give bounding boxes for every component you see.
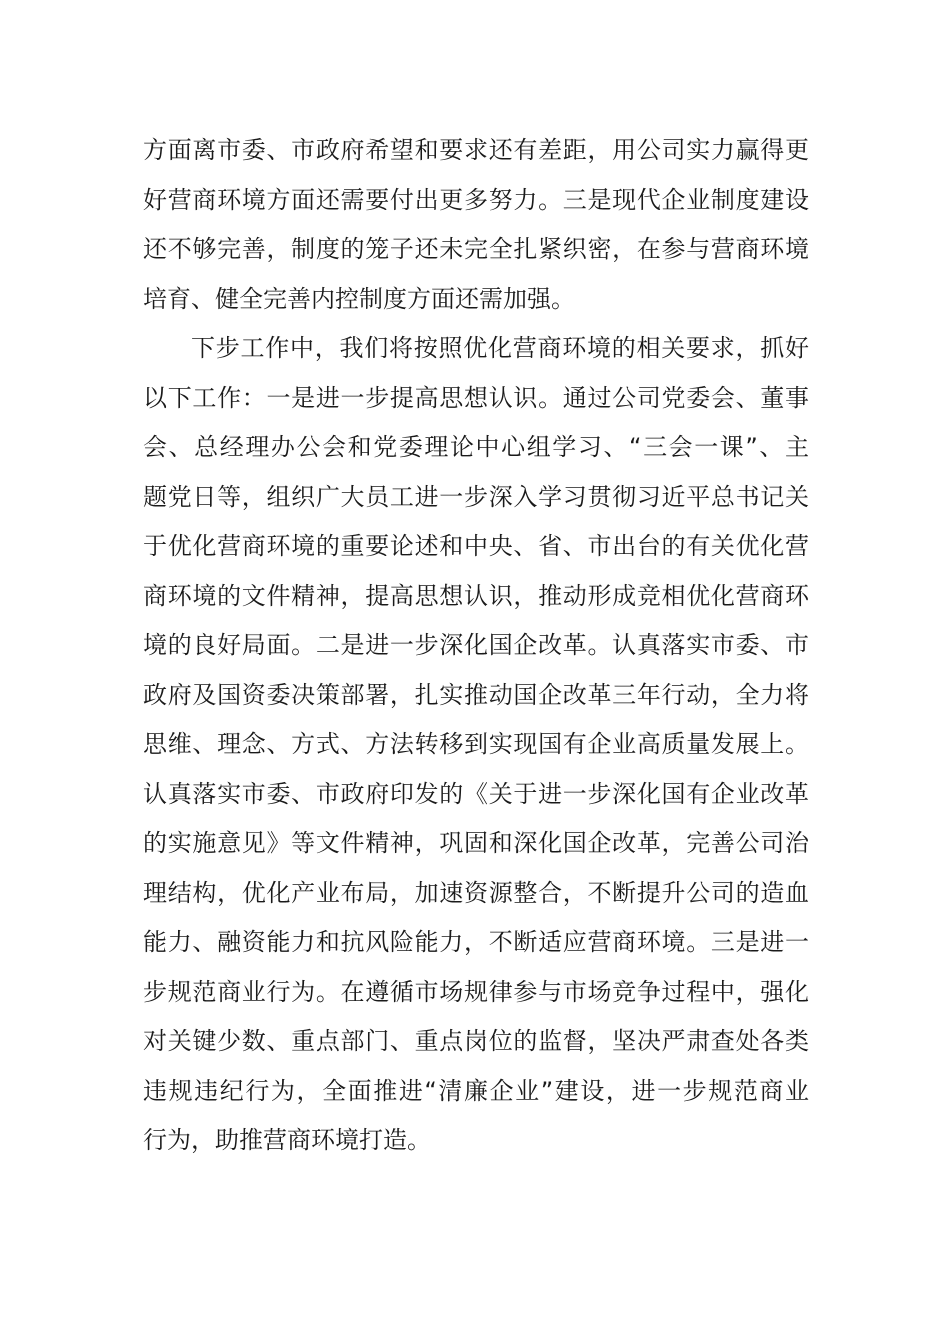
document-body	[143, 126, 809, 1166]
text-line: 境的良好局面。二是进一步深化国企改革。认真落实市委、市	[143, 631, 809, 659]
text-line: 思维、理念、方式、方法转移到实现国有企业高质量发展上。	[143, 730, 809, 758]
text-line: 理结构，优化产业布局，加速资源整合，不断提升公司的造血	[143, 878, 809, 907]
text-line: 政府及国资委决策部署，扎实推动国企改革三年行动，全力将	[143, 680, 809, 709]
text-line: 以下工作：一是进一步提高思想认识。通过公司党委会、董事	[143, 383, 809, 412]
text-line: 步规范商业行为。在遵循市场规律参与市场竞争过程中，强化	[143, 977, 809, 1006]
text-line: 会、总经理办公会和党委理论中心组学习、“三会一课”、主	[143, 433, 809, 461]
paragraph-first-line: 下步工作中，我们将按照优化营商环境的相关要求，抓好	[191, 334, 809, 362]
text-line: 商环境的文件精神，提高思想认识，推动形成竞相优化营商环	[143, 581, 809, 610]
text-line: 行为，助推营商环境打造。	[143, 1126, 431, 1154]
text-line: 题党日等，组织广大员工进一步深入学习贯彻习近平总书记关	[143, 482, 809, 511]
text-line: 培育、健全完善内控制度方面还需加强。	[143, 284, 575, 313]
text-line: 好营商环境方面还需要付出更多努力。三是现代企业制度建设	[143, 185, 809, 214]
text-line: 认真落实市委、市政府印发的《关于进一步深化国有企业改革	[143, 779, 809, 808]
text-line: 的实施意见》等文件精神，巩固和深化国企改革，完善公司治	[143, 829, 809, 857]
text-line: 能力、融资能力和抗风险能力，不断适应营商环境。三是进一	[143, 928, 809, 956]
text-line: 违规违纪行为，全面推进“清廉企业”建设，进一步规范商业	[143, 1076, 809, 1105]
text-line: 方面离市委、市政府希望和要求还有差距，用公司实力赢得更	[143, 136, 809, 164]
text-line: 对关键少数、重点部门、重点岗位的监督，坚决严肃查处各类	[143, 1027, 809, 1055]
text-line: 于优化营商环境的重要论述和中央、省、市出台的有关优化营	[143, 532, 809, 560]
text-line: 还不够完善，制度的笼子还未完全扎紧织密，在参与营商环境	[143, 235, 809, 263]
